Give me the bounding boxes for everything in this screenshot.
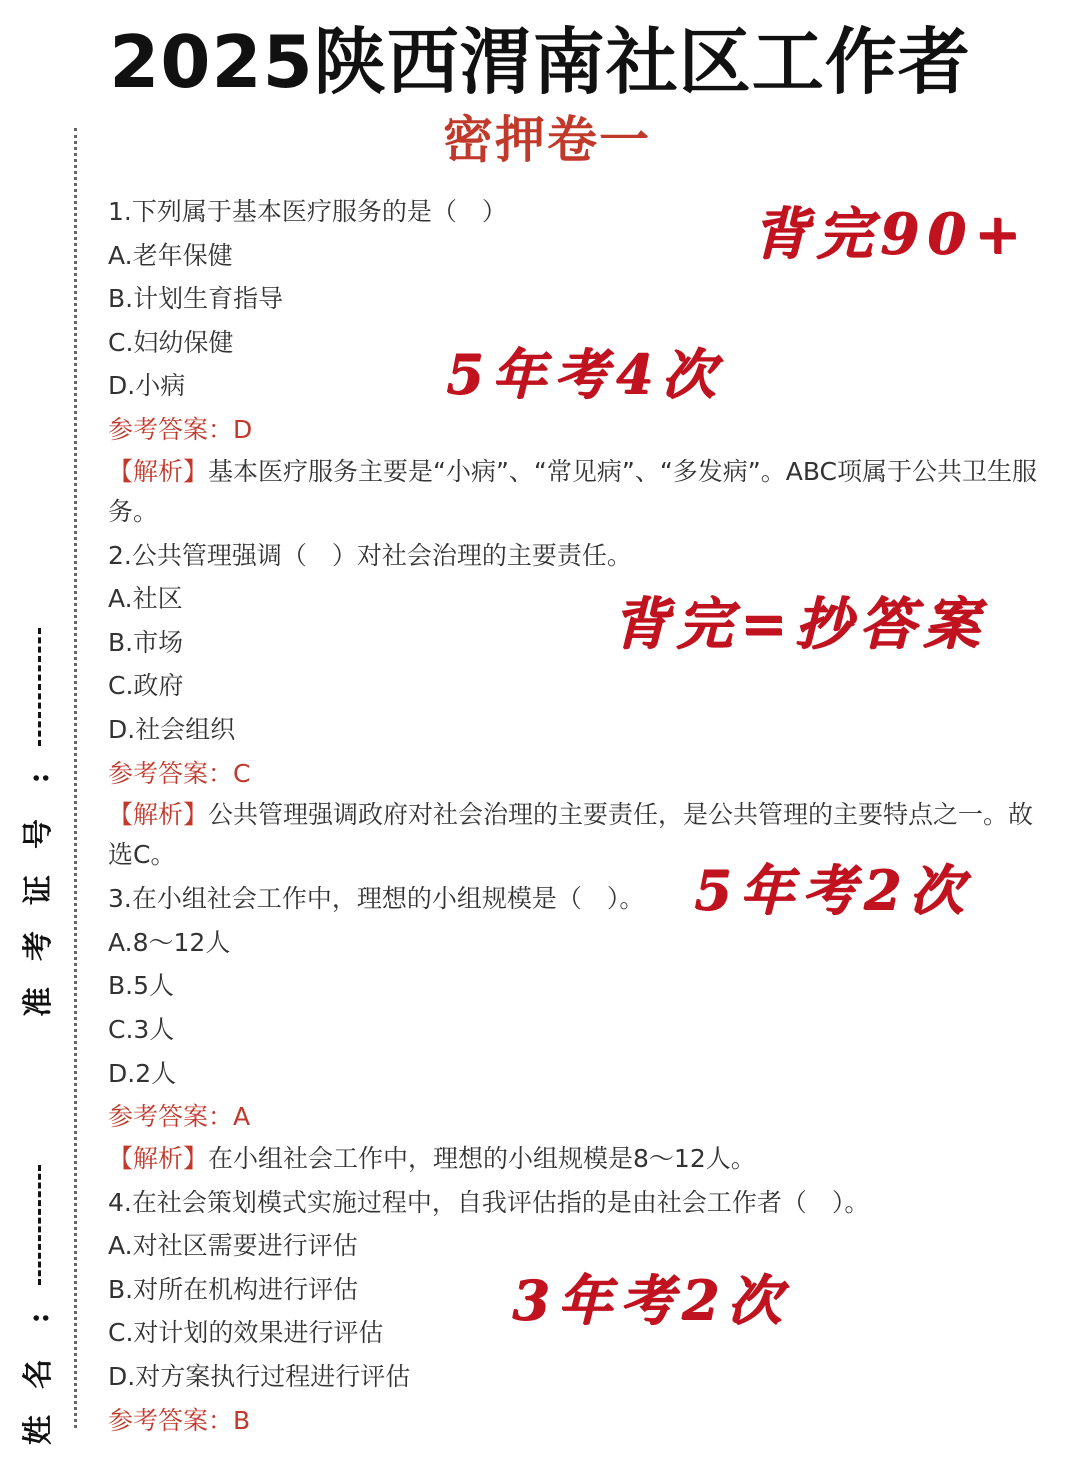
option: B.市场 [108,627,184,657]
annotation-memorize-copy: 背完=抄答案 [612,591,987,657]
annotation-frequency: 3年考2次 [512,1268,790,1332]
annotation-frequency: 5年考2次 [694,858,972,922]
page-subtitle: 密押卷一 [443,111,651,169]
option: D.2人 [108,1058,177,1088]
answer-text: 参考答案：C [108,758,251,788]
analysis [108,1139,1048,1179]
option: A.8～12人 [108,927,231,957]
option: A.老年保健 [108,240,233,270]
analysis-text: 基本医疗服务主要是“小病”、“常见病”、“多发病”。ABC项属于公共卫生服务。 [108,456,1037,526]
analysis-text: 公共管理强调政府对社会治理的主要责任，是公共管理的主要特点之一。故选C。 [108,800,1034,870]
option: D.社会组织 [108,714,236,744]
question-text: 1.下列属于基本医疗服务的是（ ） [108,197,507,226]
option: A.社区 [108,584,183,614]
option: C.对计划的效果进行评估 [108,1318,384,1348]
page-title: 2025陕西渭南社区工作者 [109,20,971,104]
answer-text: 参考答案：A [108,1102,251,1132]
option: C.妇幼保健 [108,327,234,357]
question-text: 4.在社会策划模式实施过程中，自我评估指的是由社会工作者（ ）。 [108,1187,870,1217]
exam-id-label-char: : [21,772,56,784]
option: C.政府 [108,671,184,701]
answer-text: 参考答案：D [108,414,253,444]
answer-text: 参考答案：B [108,1405,251,1435]
question-text: 2.公共管理强调（ ）对社会治理的主要责任。 [108,540,632,570]
exam-id-label-char: 考 [21,931,56,961]
name-label-char: 姓 [21,1415,56,1445]
analysis-tag: 【解析】 [108,800,209,830]
option: B.计划生育指导 [108,284,284,314]
binding-dotted-line [74,128,77,1428]
analysis [108,452,1048,532]
annotation-frequency: 5年考4次 [446,342,724,406]
option: D.对方案执行过程进行评估 [108,1362,411,1392]
exam-id-label-char: 证 [21,875,56,905]
name-label-char: 名 [21,1359,56,1389]
name-label-char: : [21,1312,56,1324]
exam-id-label [18,750,60,1030]
option: D.小病 [108,371,186,401]
name-blank[interactable] [38,1165,41,1285]
annotation-memorize-score: 背完90+ [752,201,1029,267]
question-text: 3.在小组社会工作中，理想的小组规模是（ ）。 [108,884,645,914]
analysis-text: 在小组社会工作中，理想的小组规模是8～12人。 [208,1143,756,1173]
exam-id-blank[interactable] [38,628,41,746]
option: A.对社区需要进行评估 [108,1231,358,1261]
exam-id-label-char: 准 [21,987,56,1017]
analysis-tag: 【解析】 [108,1143,209,1173]
name-label [18,1290,60,1458]
option: C.3人 [108,1014,175,1044]
exam-id-label-char: 号 [21,819,56,849]
option: B.对所在机构进行评估 [108,1274,359,1304]
option: B.5人 [108,971,175,1001]
analysis-tag: 【解析】 [108,456,209,486]
